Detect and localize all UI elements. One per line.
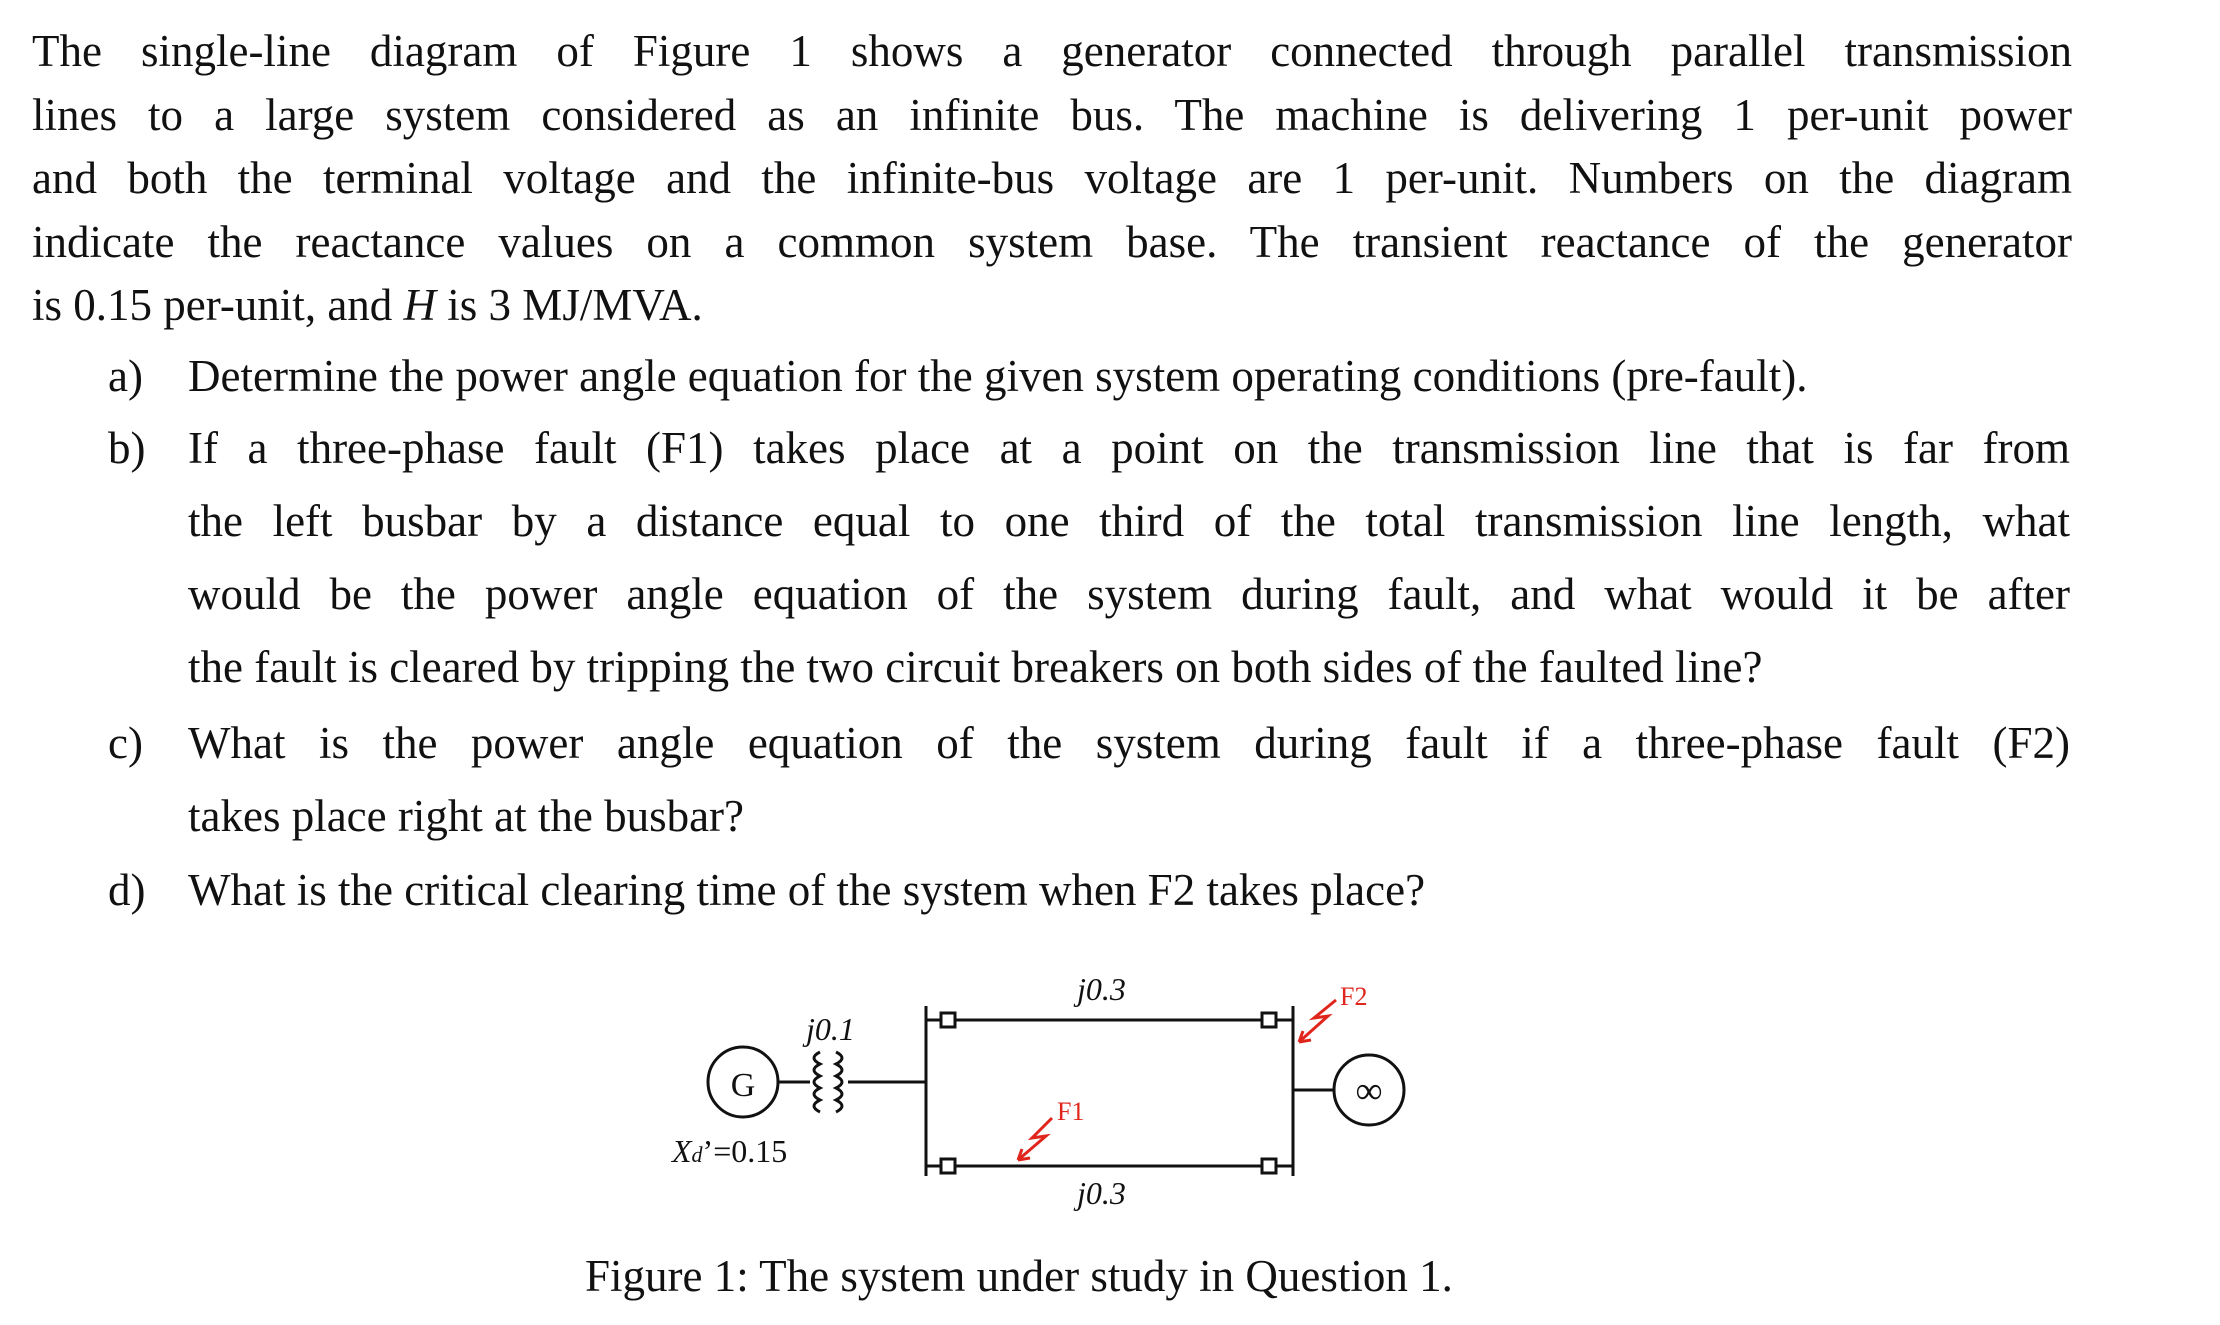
inertia-symbol: H — [403, 280, 437, 330]
question-c-line-1: What is the power angle equation of the system during fault if a three-phase fault (F2) — [188, 718, 2070, 768]
intro-line-4: indicate the reactance values on a common system base. The transient reactance of the generator — [32, 216, 2072, 267]
question-b-line-3: would be the power angle equation of the system during fault, and what would it be after — [188, 569, 2070, 619]
transformer-reactance-label: j0.1 — [806, 1011, 855, 1047]
question-b-line-1: If a three-phase fault (F1) takes place at a point on the transmission line that is far from — [188, 423, 2070, 473]
bottom-left-breaker-icon — [941, 1159, 955, 1173]
diagram-svg — [0, 960, 2220, 1250]
generator-reactance-label — [670, 1133, 787, 1169]
fault-f2-icon — [1299, 1000, 1336, 1042]
generator-reactance-sub: d — [691, 1142, 703, 1167]
bottom-right-breaker-icon — [1262, 1159, 1276, 1173]
intro-line-5 — [32, 274, 2072, 338]
fault-f1-label: F1 — [1057, 1097, 1085, 1126]
question-b-line-4: the fault is cleared by tripping the two circuit breakers on both sides of the faulted line? — [188, 642, 1763, 692]
question-b-label: b) — [108, 423, 146, 473]
question-a-label: a) — [108, 351, 143, 401]
intro-line-3: and both the terminal voltage and the infinite-bus voltage are 1 per-unit. Numbers on the diagram — [32, 153, 2072, 203]
intro-line-2: lines to a large system considered as an infinite bus. The machine is delivering 1 per-unit power — [32, 89, 2072, 140]
fault-f1-icon — [1018, 1118, 1052, 1160]
problem-statement — [32, 20, 2072, 338]
top-line-reactance-label: j0.3 — [1077, 971, 1126, 1007]
figure-caption-text: Figure 1: The system under study in Question 1. — [585, 1251, 1453, 1301]
generator-reactance-value: ’=0.15 — [702, 1133, 788, 1169]
intro-line-5-pre: is 0.15 per-unit, and — [32, 280, 404, 330]
generator-reactance-x: X — [672, 1133, 692, 1169]
intro-line-5-post: is 3 MJ/MVA. — [436, 280, 703, 330]
question-c-line-2: takes place right at the busbar? — [188, 791, 745, 841]
bottom-line-reactance-label: j0.3 — [1077, 1175, 1126, 1211]
fault-f2-label: F2 — [1340, 982, 1368, 1011]
question-c-label: c) — [108, 718, 143, 768]
question-d-line-1: What is the critical clearing time of the system when F2 takes place? — [188, 865, 1426, 915]
intro-line-1: The single-line diagram of Figure 1 shows a generator connected through parallel transmission — [32, 26, 2072, 76]
top-left-breaker-icon — [941, 1013, 955, 1027]
generator-symbol: G — [730, 1067, 756, 1104]
infinite-bus-symbol: ∞ — [1355, 1070, 1383, 1112]
transformer-icon — [814, 1052, 842, 1112]
top-right-breaker-icon — [1262, 1013, 1276, 1027]
question-a-line-1: Determine the power angle equation for the given system operating conditions (pre-fault). — [188, 351, 1808, 401]
question-d-label: d) — [108, 865, 146, 915]
single-line-diagram — [0, 960, 2220, 1250]
question-b-line-2: the left busbar by a distance equal to one third of the total transmission line length, what — [188, 496, 2070, 546]
